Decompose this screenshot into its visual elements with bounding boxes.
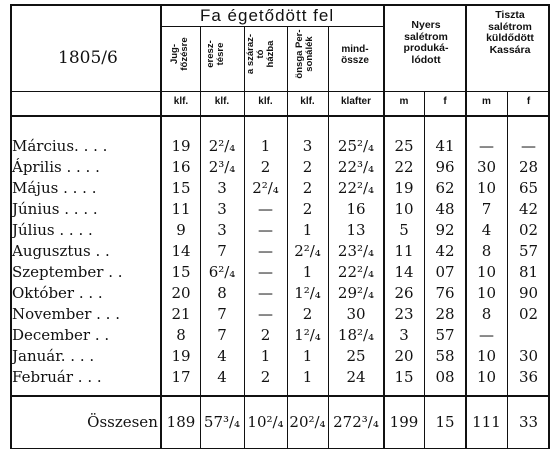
table-cell: 23²/₄ [337, 242, 375, 260]
table-cell: 25 [394, 137, 414, 155]
month-label: Július . . . . [12, 221, 93, 239]
unit-label: klafter [340, 96, 371, 107]
nyers-line-1: Nyers [411, 19, 441, 31]
month-label: Január. . . . [12, 347, 95, 365]
tiszta-line-3: küldődött [486, 32, 534, 45]
unit-label: f [443, 96, 447, 107]
table-cell: 4 [217, 347, 227, 365]
tiszta-line-4: Kassára [489, 43, 531, 56]
total-cell: 20²/₄ [289, 413, 326, 431]
table-cell: 65 [518, 179, 539, 197]
subheader-fozesre [170, 28, 190, 80]
total-cell: 111 [472, 413, 501, 431]
table-cell: 13 [346, 221, 366, 239]
aszaraz-line-2: tó [254, 49, 266, 59]
table-cell: 02 [518, 221, 539, 239]
table-cell: 08 [435, 368, 455, 386]
table-cell: 24 [346, 368, 366, 386]
table-cell: 92 [435, 221, 455, 239]
table-cell: 17 [171, 368, 191, 386]
table-cell: 10 [476, 263, 497, 281]
tiszta-header [468, 10, 552, 56]
table-cell: 11 [394, 242, 414, 260]
nyers-header [388, 20, 464, 66]
rows-end-rule [10, 395, 550, 397]
onsg-line-1: önsga Per- [294, 29, 305, 79]
tiszta-line-2: salétrom [488, 20, 532, 33]
table-cell: 4 [481, 221, 492, 239]
table-cell: 30 [346, 305, 366, 323]
table-cell: — [258, 242, 273, 260]
group-rule [465, 4, 467, 448]
table-cell: 22²/₄ [337, 263, 375, 281]
table-cell: 10 [476, 368, 497, 386]
table-cell: 1²/₄ [294, 284, 321, 302]
month-label: Március. . . . [12, 137, 108, 155]
table-cell: 22 [394, 158, 414, 176]
table-cell: — [521, 137, 536, 155]
table-cell: 14 [394, 263, 414, 281]
table-cell: 07 [435, 263, 455, 281]
subheader-mind [330, 44, 380, 66]
group-rule [383, 4, 385, 448]
table-cell: 41 [435, 137, 455, 155]
table-cell: 8 [217, 284, 227, 302]
col-rule [244, 26, 245, 448]
table-cell: 16 [346, 200, 366, 218]
month-col-rule [160, 4, 162, 448]
table-cell: 15 [394, 368, 414, 386]
table-cell: 30 [476, 158, 497, 176]
month-label: Augusztus . . [12, 242, 110, 260]
unit-label: klf. [258, 96, 273, 107]
table-cell: 3 [217, 179, 227, 197]
total-cell: 189 [166, 413, 196, 431]
subheader-eresztesre [206, 28, 226, 80]
total-cell: 10²/₄ [247, 413, 284, 431]
total-cell: 199 [389, 413, 419, 431]
group-header-underline [162, 26, 384, 27]
table-cell: 4 [217, 368, 227, 386]
table-cell: 1 [302, 263, 313, 281]
left-border [10, 4, 12, 448]
table-cell: 2³/₄ [208, 158, 236, 176]
table-cell: 10 [476, 347, 497, 365]
col-rule [200, 26, 201, 448]
table-cell: 2 [302, 200, 313, 218]
group-header: Fa égetődött fel [200, 6, 335, 25]
table-cell: 2 [302, 158, 313, 176]
table-cell: 7 [217, 326, 227, 344]
table-cell: 11 [171, 200, 191, 218]
table-cell: 3 [217, 221, 227, 239]
table-cell: 20 [171, 284, 191, 302]
table-cell: 25²/₄ [337, 137, 375, 155]
onsg-line-2: sonálék [303, 36, 315, 72]
subheader-rule [10, 91, 550, 92]
table-cell: — [258, 284, 273, 302]
table-cell: 14 [171, 242, 191, 260]
col-rule [287, 26, 288, 448]
table-cell: 1²/₄ [294, 326, 321, 344]
eresztesre-line-2: tésre [214, 42, 226, 66]
table-cell: 5 [399, 221, 409, 239]
table-cell: 2 [260, 368, 271, 386]
table-cell: 7 [217, 305, 227, 323]
table-cell: 3 [217, 200, 227, 218]
table-cell: 28 [518, 158, 539, 176]
units-rule [10, 115, 550, 117]
table-cell: 15 [171, 179, 191, 197]
table-cell: 2²/₄ [294, 242, 321, 260]
table-cell: — [258, 200, 273, 218]
table-cell: 96 [435, 158, 455, 176]
table-cell: 30 [518, 347, 539, 365]
total-cell: 57³/₄ [203, 413, 241, 431]
table-cell: 7 [217, 242, 227, 260]
table-cell: 23 [394, 305, 414, 323]
total-label: Összesen [87, 413, 158, 431]
bottom-rule [10, 448, 550, 449]
table-cell: 19 [171, 137, 191, 155]
table-cell: 19 [171, 347, 191, 365]
mind-line-1: mind- [341, 44, 369, 55]
table-cell: 8 [481, 305, 492, 323]
table-cell: 20 [394, 347, 414, 365]
unit-label: klf. [173, 96, 189, 107]
table-cell: 6²/₄ [208, 263, 236, 281]
month-label: November . . . [12, 305, 120, 323]
table-cell: 22²/₄ [337, 179, 375, 197]
table-cell: — [258, 305, 273, 323]
month-label: Február . . . [12, 368, 102, 386]
table-cell: 36 [518, 368, 539, 386]
table-cell: — [258, 263, 273, 281]
total-cell: 33 [518, 413, 539, 431]
unit-label: klf. [300, 96, 315, 107]
col-rule [507, 91, 508, 448]
unit-label: m [399, 96, 409, 107]
table-cell: 1 [302, 221, 313, 239]
table-cell: — [479, 326, 494, 344]
table-cell: 10 [476, 179, 497, 197]
month-label: Október . . . [12, 284, 103, 302]
table-cell: 2 [302, 179, 313, 197]
table-cell: 18²/₄ [337, 326, 375, 344]
table-cell: 26 [394, 284, 414, 302]
subheader-aszaraz [246, 28, 276, 80]
unit-label: f [526, 96, 531, 107]
eresztesre-line-1: eresz- [205, 40, 216, 68]
tiszta-line-1: Tiszta [495, 9, 525, 21]
col-rule [424, 91, 425, 448]
table-cell: 3 [399, 326, 409, 344]
table-cell: 9 [176, 221, 186, 239]
table-cell: 02 [518, 305, 539, 323]
mind-line-2: össze [341, 55, 369, 66]
table-cell: 57 [435, 326, 455, 344]
subheader-onsg [295, 28, 315, 80]
table-cell: 81 [518, 263, 539, 281]
table-cell: 1 [260, 347, 271, 365]
table-cell: 22³/₄ [337, 158, 375, 176]
table-cell: — [479, 137, 494, 155]
top-rule [10, 4, 550, 6]
right-border [548, 4, 550, 448]
unit-label: klf. [214, 96, 230, 107]
table-cell: 62 [435, 179, 455, 197]
col-rule [328, 26, 329, 448]
nyers-line-4: lódott [411, 53, 441, 66]
total-cell: 15 [435, 413, 455, 431]
table-cell: 8 [481, 242, 492, 260]
table-cell: 29²/₄ [337, 284, 375, 302]
nyers-line-2: salétrom [404, 30, 448, 43]
table-cell: 1 [302, 347, 313, 365]
table-cell: 15 [171, 263, 191, 281]
table-cell: 28 [435, 305, 455, 323]
table-cell: 10 [476, 284, 497, 302]
nyers-line-3: produká- [403, 42, 449, 55]
table-cell: 7 [481, 200, 492, 218]
table-cell: 58 [435, 347, 455, 365]
table-cell: 76 [435, 284, 455, 302]
table-cell: 48 [435, 200, 455, 218]
total-cell: 272³/₄ [333, 413, 379, 431]
unit-label: m [482, 96, 491, 107]
table-cell: 16 [171, 158, 191, 176]
table-cell: 90 [518, 284, 539, 302]
fozesre-line-2: főzésre [178, 37, 190, 71]
aszaraz-line-3: házba [264, 40, 276, 68]
table-cell: 8 [176, 326, 186, 344]
table-cell: 10 [394, 200, 414, 218]
table-cell: 2²/₄ [208, 137, 236, 155]
table-cell: 2²/₄ [252, 179, 279, 197]
table-cell: 21 [171, 305, 191, 323]
month-label: Április . . . . [12, 158, 100, 176]
month-label: December . . [12, 326, 110, 344]
table-cell: — [258, 221, 273, 239]
month-label: Június . . . . [12, 200, 98, 218]
fozesre-line-1: Jug- [169, 43, 180, 65]
month-label: Május . . . . [12, 179, 97, 197]
table-cell: 42 [518, 200, 539, 218]
table-cell: 3 [302, 137, 313, 155]
table-cell: 25 [346, 347, 366, 365]
table-cell: 1 [260, 137, 271, 155]
table-cell: 57 [518, 242, 539, 260]
table-cell: 2 [260, 326, 271, 344]
table-cell: 2 [260, 158, 271, 176]
month-label: Szeptember . . [12, 263, 123, 281]
period-label: 1805/6 [58, 48, 118, 68]
table-cell: 2 [302, 305, 313, 323]
table-cell: 1 [302, 368, 313, 386]
table-cell: 19 [394, 179, 414, 197]
table-cell: 42 [435, 242, 455, 260]
aszaraz-line-1: a száraz- [245, 33, 256, 75]
